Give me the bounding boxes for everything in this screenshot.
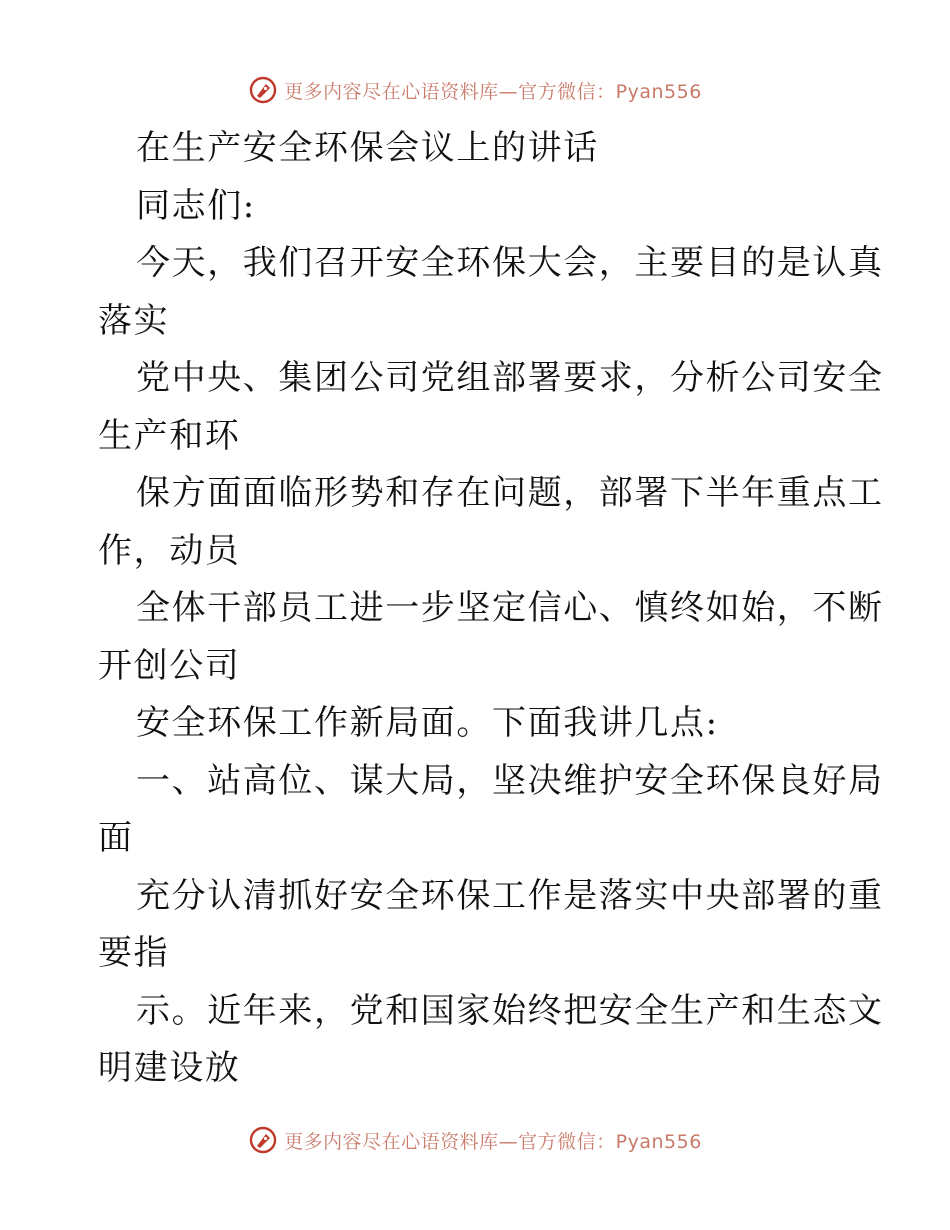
text-line: 示。近年来，党和国家始终把安全生产和生态文 <box>136 990 884 1031</box>
footer-watermark <box>0 1120 950 1160</box>
watermark-text: 更多内容尽在心语资料库—官方微信：Pyan556 <box>284 80 702 103</box>
text-line: 今天，我们召开安全环保大会，主要目的是认真 <box>136 243 884 283</box>
text-line: 安全环保工作新局面。下面我讲几点: <box>136 703 719 743</box>
text-line: 党中央、集团公司党组部署要求，分析公司安全 <box>136 358 884 398</box>
text-line: 同志们: <box>136 185 256 226</box>
text-line: 一、站高位、谋大局，坚决维护安全环保良好局 <box>136 760 884 801</box>
text-line: 充分认清抓好安全环保工作是落实中央部署的重 <box>136 875 884 916</box>
text-line: 作，动员 <box>98 530 241 571</box>
text-line: 保方面面临形势和存在问题，部署下半年重点工 <box>136 473 884 513</box>
text-line: 面 <box>98 818 134 858</box>
text-line: 全体干部员工进一步坚定信心、慎终如始，不断 <box>136 588 884 628</box>
document-body <box>98 120 884 1098</box>
text-line: 落实 <box>98 300 170 341</box>
header-watermark <box>0 70 950 110</box>
pen-nib-logo-icon <box>248 75 278 105</box>
text-line: 要指 <box>98 933 170 973</box>
document-title: 在生产安全环保会议上的讲话 <box>136 128 599 168</box>
text-line: 开创公司 <box>98 645 241 686</box>
text-line: 生产和环 <box>98 415 241 456</box>
text-line: 明建设放 <box>98 1048 241 1088</box>
pen-nib-logo-icon <box>248 1125 278 1155</box>
watermark-text: 更多内容尽在心语资料库—官方微信：Pyan556 <box>284 1130 702 1153</box>
